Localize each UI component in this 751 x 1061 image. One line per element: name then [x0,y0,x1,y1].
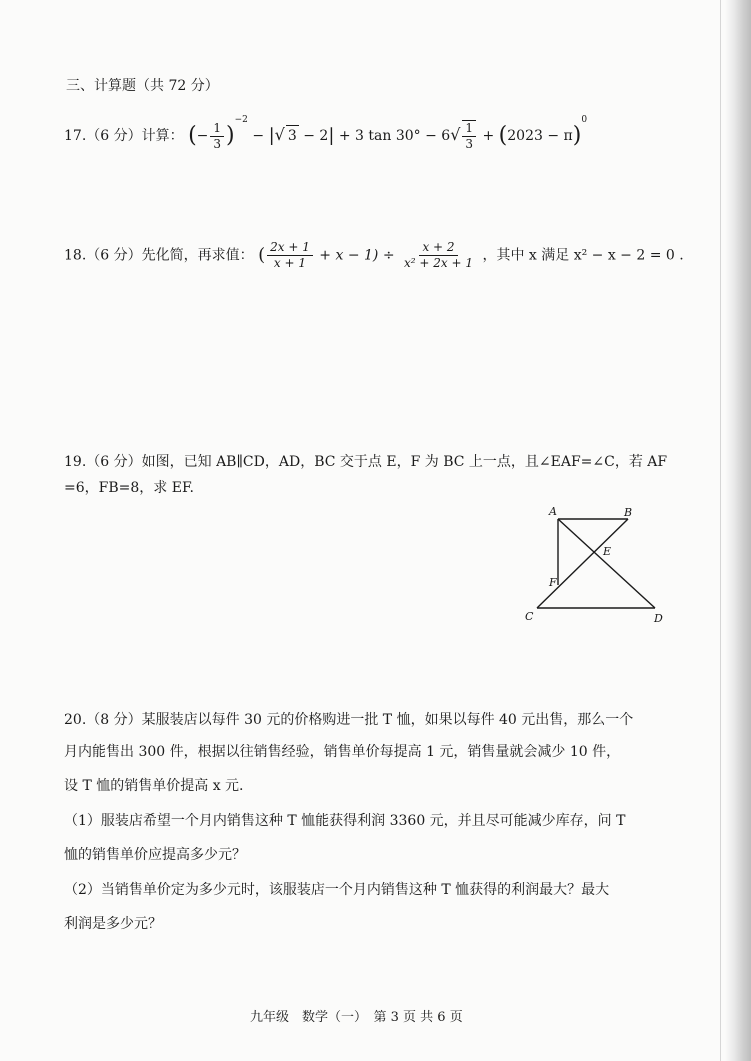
q17-sqrt-fraction: $\frac{1}{3}$ [462,120,476,152]
segment-bc [537,519,628,608]
q17-paren-expr: 2023 − π [507,128,573,144]
page-edge-line [720,0,721,1061]
q17-exponent: −2 [234,115,248,126]
segment-ad [558,519,655,608]
q19-geometry-figure [515,500,675,630]
q20-part1-line-2: 恤的销售单价应提高多少元？ [64,847,246,863]
q19-line-2: =6，FB=8，求 EF. [64,480,194,496]
q18-suffix: ，其中 x 满足 x² − x − 2 = 0 . [482,247,684,264]
q20-line-1: 20.（8 分）某服装店以每件 30 元的价格购进一批 T 恤，如果以每件 40 元出售，那么一个 [64,712,634,728]
label-d: D [654,612,663,625]
page-footer: 九年级 数学（一） 第 3 页 共 6 页 [250,1010,463,1025]
q20-part2-line-1: （2）当销售单价定为多少元时，该服装店一个月内销售这种 T 恤获得的利润最大？最大 [64,882,610,898]
q20-part1-line-1: （1）服装店希望一个月内销售这种 T 恤能获得利润 3360 元，并且尽可能减少库存，问 T [64,813,626,829]
label-b: B [624,506,633,519]
question-17: 17.（6 分）计算： (− $\frac{1}{3}$ )$^{-2}$ − |√ 3 − 2| + 3 tan 30° − 6√ $\frac{1}{3}$ + $(2023 - \pi)^0$ [64,115,588,151]
page-edge-shadow [725,0,751,1061]
q17-tan: + 3 tan 30° − 6 [338,128,451,144]
label-f: F [549,576,557,589]
label-c: C [525,610,534,623]
q20-line-3: 设 T 恤的销售单价提高 x 元. [64,778,244,794]
q17-fraction: $\frac{1}{3}$ [210,121,224,152]
q17-sqrt3: 3 [286,125,299,146]
q17-neg: − [196,128,209,144]
q18-fraction-2: $\frac{x + 2}{\text{x² + 2x + 1}}$ [404,240,473,270]
question-18: 18.（6 分）先化简，再求值： ( $\frac{2x + 1}{x + 1}$ + x − 1) ÷ $\frac{x + 2}{\text{x² + 2x + 1}}$ ，其中 x 满足 x² − x − 2 = 0 . [64,240,684,270]
label-a: A [549,505,557,518]
q18-fraction-1: $\frac{2x + 1}{x + 1}$ [267,240,313,271]
q19-line-1: 19.（6 分）如图，已知 AB∥CD，AD，BC 交于点 E，F 为 BC 上一点，且∠EAF=∠C，若 AF [64,454,668,470]
section-title: 三、计算题（共 72 分） [66,78,219,94]
label-e: E [603,545,612,558]
q20-part2-line-2: 利润是多少元？ [64,916,162,932]
q18-prefix: 18.（6 分）先化简，再求值： [64,247,254,264]
q17-prefix: 17.（6 分）计算： [64,128,184,144]
q20-line-2: 月内能售出 300 件，根据以往销售经验，销售单价每提高 1 元，销售量就会减少 10 件， [64,744,621,760]
